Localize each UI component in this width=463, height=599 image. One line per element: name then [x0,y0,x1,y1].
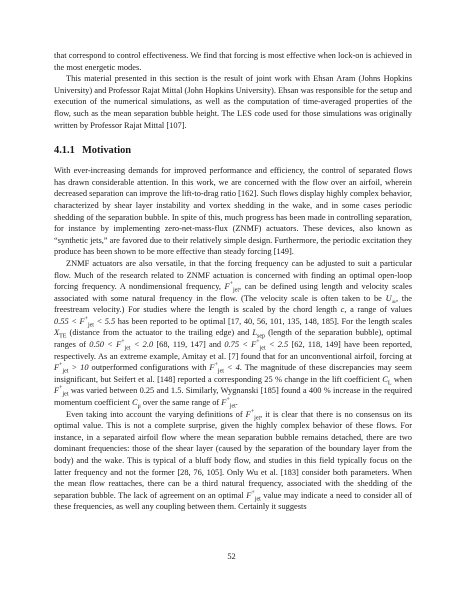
section-title: Motivation [82,145,132,157]
math-c: c [340,305,345,315]
paragraph-varying: Even taking into account the varying definitions of $F^+_{jet}$, it is clear that there is no consensus on its optimal value. This is not a complete surprise, given the highly complex behavior of these flows. For instance, in a separated airfoil flow where the mean separation bubble remains detached, there are two dominant frequencies: those of the shear layer (caused by the separation of the boundary layer from the body) and the wake. This is typical of a bluff body flow, and studies in this field typically focus on the latter frequency and not the former [28, 76, 105]. Only Wu et al. [183] consider both parameters. When the mean flow reattaches, there can be a third natural frequency, associated with the shedding of the separation bubble. The lack of agreement on an optimal $F^+_{jet}$ value may indicate a need to consider all of these frequencies, as well any coupling between them. Certainly it suggests [54,408,413,512]
math-range-3: $0.75 < F^+_{jet} < 2.5$ [224,339,289,352]
math-lt4: $F^+_{jet} < 4$ [209,362,240,375]
paragraph-znmf: ZNMF actuators are also versatile, in that the forcing frequency can be adjusted to suit a particular flow. Much of the research related to ZNMF actuation is concerned with finding an optimal open-loop forcing frequency. A nondimensional frequency, $F^+_{jet}$, can be defined using length and velocity scales associated with some natural frequency in the flow. (The velocity scale is often taken to be $U_\infty$, the freestream velocity.) For studies where the length is scaled by the chord length c, a range of values $0.55 < F^+_{jet} < 5.5$ has been reported to be optimal [17, 40, 56, 101, 135, 148, 185]. For the length scales $X_{TE}$ (distance from the actuator to the trailing edge) and $L_{sep}$ (length of the separation bubble), optimal ranges of $0.50 < F^+_{jet} < 2.0$ [68, 119, 147] and $0.75 < F^+_{jet} < 2.5$ [62, 118, 149] have been reported, respectively. As an extreme example, Amitay et al. [7] found that for an unconventional airfoil, forcing at $F^+_{jet} > 10$ outperformed configurations with $F^+_{jet} < 4$. The magnitude of these discrepancies may seem insignificant, but Seifert et al. [148] reported a corresponding 25 % change in the lift coefficient $C_L$ when $F^+_{jet}$ was varied between 0.25 and 1.5. Similarly, Wygnanski [185] found a 400 % increase in the required momentum coefficient $C_\mu$ over the same range of $F^+_{jet}$. [54,258,413,410]
math-cl: $C_L$ [382,374,392,387]
page-number: 52 [227,552,236,561]
section-number: 4.1.1 [54,145,75,157]
math-xte: $X_{TE}$ [54,328,67,341]
math-fjet: $F^+_{jet}$ [221,397,236,410]
math-lsep: $L_{sep}$ [252,328,266,341]
math-fjet: $F^+_{jet}$ [54,385,69,399]
paragraph-credit: This material presented in this section is the result of joint work with Ehsan Aram (Johns Hopkins University) and Professor Rajat Mittal (John Hopkins University). Ehsan was responsible for the setup and execution of the numerical simulations, as well as the computation of time-averaged properties of the flow, such as the mean separation bubble height. The LES code used for those simulations was originally written by Professor Rajat Mittal [107]. [54,74,412,130]
math-range-1: $0.55 < F^+_{jet} < 5.5$ [54,316,116,329]
math-uinf: $U_\infty$ [385,293,396,306]
math-gt10: $F^+_{jet} > 10$ [54,362,89,375]
body-text [54,50,412,513]
paragraph-lock-on: that correspond to control effectiveness. We find that forcing is most effective when lock-on is achieved in the most energetic modes. [54,51,412,72]
paragraph-motivation: With ever-increasing demands for improved performance and efficiency, the control of separated flows has drawn considerable attention. In this work, we are concerned with the flow over an airfoil, wherein decreased separation can improve the lift-to-drag ratio [162]. Such flows display highly complex behavior, characterized by shear layer instability and vortex shedding in the wake, and in some cases periodic shedding of the separation bubble. In spite of this, much progress has been made in controlling separation, for instance by implementing zero-net-mass-flux (ZNMF) actuators. These devices, also known as “synthetic jets,” are favored due to their relatively simple design. Furthermore, the periodic excitation they produce has been shown to be more effective than steady forcing [149]. [54,166,412,257]
section-heading [54,144,412,157]
math-cmu: $C_\mu$ [132,398,141,410]
math-fjet: $F^+_{jet}$ [245,408,261,422]
math-fjet: $F^+_{jet}$ [246,489,261,503]
math-fjet: $F^+_{jet}$ [224,281,239,294]
math-range-2: $0.50 < F^+_{jet} < 2.0$ [89,339,154,352]
